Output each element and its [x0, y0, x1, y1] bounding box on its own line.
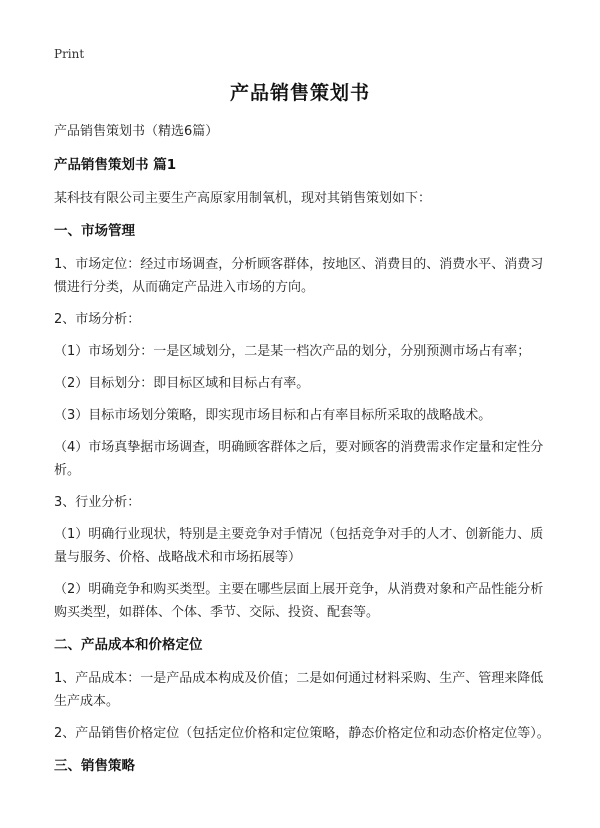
paragraph-price-positioning: 2、产品销售价格定位（包括定位价格和定位策略，静态价格定位和动态价格定位等）。: [54, 726, 550, 741]
intro-paragraph: 某科技有限公司主要生产高原家用制氧机，现对其销售策划如下：: [54, 191, 432, 206]
document-title: 产品销售策划书: [229, 82, 370, 104]
heading-sales-strategy: 三、销售策略: [54, 758, 135, 774]
paragraph-market-analysis: 2、市场分析：: [54, 312, 141, 327]
paragraph-industry-analysis: 3、行业分析：: [54, 495, 141, 510]
paragraph-product-cost: 1、产品成本：一是产品成本构成及价值；二是如何通过材料采购、生产、管理来降低生产成本。: [54, 671, 544, 709]
paragraph-target-division: （2）目标划分：即目标区域和目标占有率。: [54, 376, 310, 391]
paragraph-target-strategy: （3）目标市场划分策略，即实现市场目标和占有率目标所采取的战略战术。: [54, 408, 492, 423]
paragraph-market-survey: （4）市场真挚据市场调查，明确顾客群体之后，要对顾客的消费需求作定量和定性分析。: [54, 440, 544, 478]
paragraph-market-positioning: 1、市场定位：经过市场调查，分析顾客群体，按地区、消费目的、消费水平、消费习惯进行分类，从而确定产品进入市场的方向。: [54, 257, 544, 295]
paragraph-market-division: （1）市场划分：一是区域划分，二是某一档次产品的划分，分别预测市场占有率；: [54, 344, 531, 359]
document-subtitle: 产品销售策划书（精选6篇）: [54, 124, 219, 139]
heading-market-management: 一、市场管理: [54, 223, 135, 239]
paragraph-competition-type: （2）明确竞争和购买类型。主要在哪些层面上展开竞争，从消费对象和产品性能分析购买类型，如群体、个体、季节、交际、投资、配套等。: [54, 582, 544, 620]
paragraph-industry-status: （1）明确行业现状，特别是主要竞争对手情况（包括竞争对手的人才、创新能力、质量与服务、价格、战略战术和市场拓展等）: [54, 527, 544, 565]
document-body: [54, 120, 554, 788]
print-label[interactable]: Print: [54, 47, 85, 61]
heading-cost-pricing: 二、产品成本和价格定位: [54, 637, 203, 653]
section-heading: 产品销售策划书 篇1: [54, 157, 177, 173]
